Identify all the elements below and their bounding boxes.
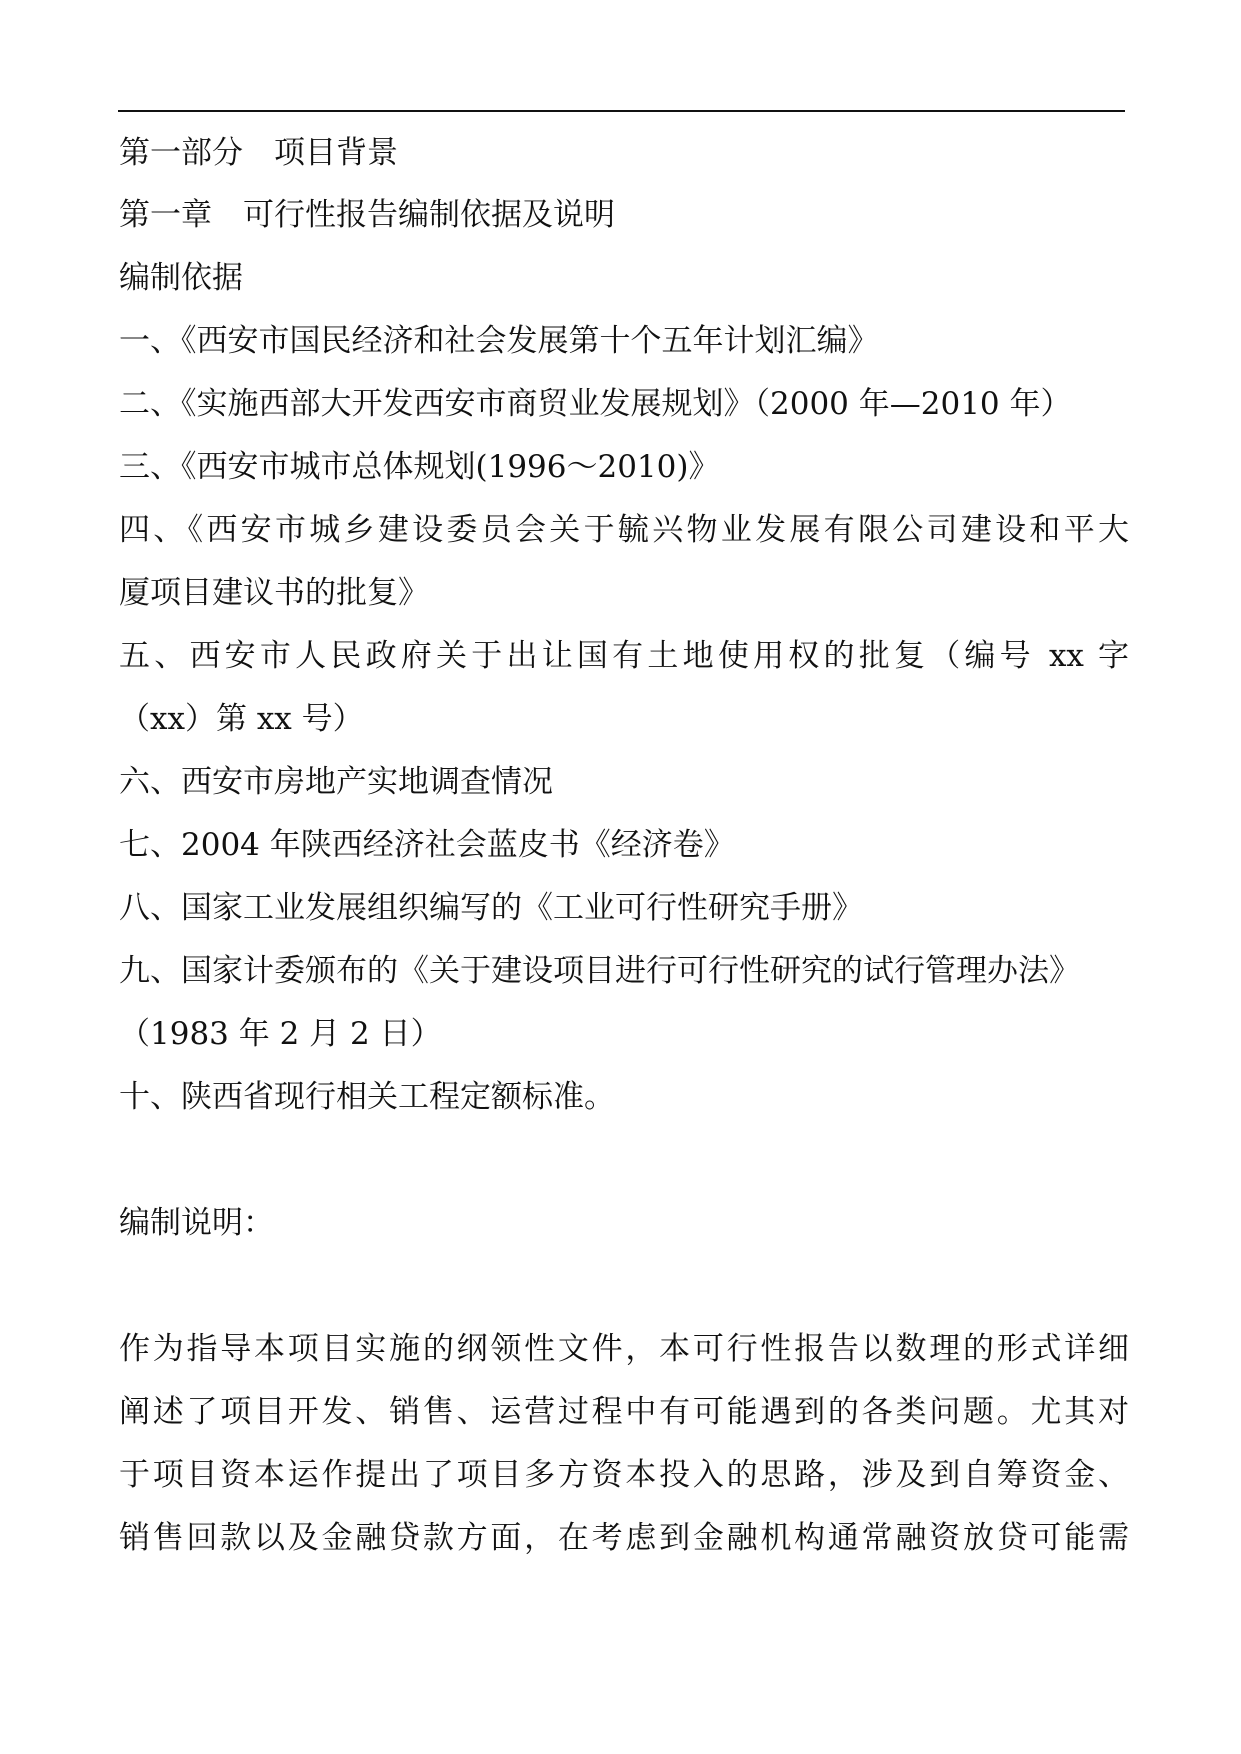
basis-item: 四、《西安市城乡建设委员会关于毓兴物业发展有限公司建设和平大	[119, 512, 1129, 548]
body-paragraph-line: 阐述了项目开发、销售、运营过程中有可能遇到的各类问题。尤其对	[119, 1394, 1129, 1430]
basis-item: 九、国家计委颁布的《关于建设项目进行可行性研究的试行管理办法》	[119, 953, 1080, 989]
basis-item: 三、《西安市城市总体规划(1996～2010)》	[119, 449, 720, 485]
chapter-heading: 第一章 可行性报告编制依据及说明	[119, 197, 615, 233]
basis-item-continuation: （1983 年 2 月 2 日）	[119, 1016, 442, 1052]
basis-item: 五、西安市人民政府关于出让国有土地使用权的批复（编号 xx 字	[119, 638, 1129, 674]
basis-item: 六、西安市房地产实地调查情况	[119, 764, 553, 800]
body-paragraph-line: 作为指导本项目实施的纲领性文件，本可行性报告以数理的形式详细	[119, 1331, 1129, 1367]
basis-item: 一、《西安市国民经济和社会发展第十个五年计划汇编》	[119, 323, 879, 359]
basis-item: 八、国家工业发展组织编写的《工业可行性研究手册》	[119, 890, 863, 926]
basis-item-continuation: 厦项目建议书的批复》	[119, 575, 429, 611]
basis-item: 二、《实施西部大开发西安市商贸业发展规划》（2000 年—2010 年）	[119, 386, 1072, 422]
section-heading: 第一部分 项目背景	[119, 135, 398, 171]
basis-item: 十、陕西省现行相关工程定额标准。	[119, 1079, 615, 1115]
notes-heading: 编制说明：	[119, 1205, 274, 1241]
header-rule	[118, 110, 1125, 112]
body-paragraph-line: 于项目资本运作提出了项目多方资本投入的思路，涉及到自筹资金、	[119, 1457, 1129, 1493]
basis-heading: 编制依据	[119, 260, 243, 296]
basis-item: 七、2004 年陕西经济社会蓝皮书《经济卷》	[119, 827, 735, 863]
body-paragraph-line: 销售回款以及金融贷款方面，在考虑到金融机构通常融资放贷可能需	[119, 1520, 1129, 1556]
basis-item-continuation: （xx）第 xx 号）	[119, 701, 364, 737]
